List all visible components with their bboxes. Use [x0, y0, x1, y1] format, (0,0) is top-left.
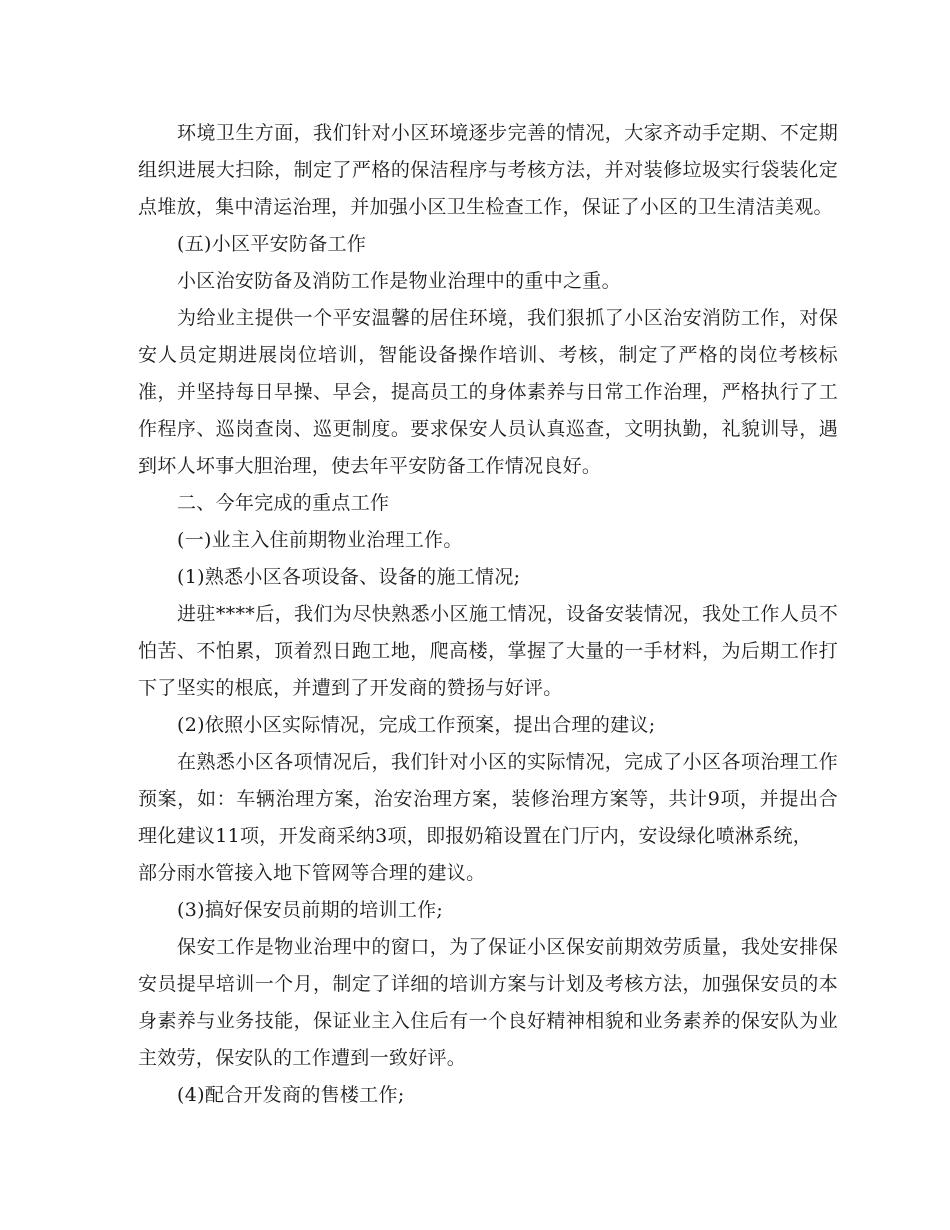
paragraph-safety-intro: 小区治安防备及消防工作是物业治理中的重中之重。	[177, 270, 621, 292]
section-heading-safety: (五)小区平安防备工作	[177, 233, 367, 255]
subsection-heading-pre-occupancy: (一)业主入住前期物业治理工作。	[177, 529, 463, 551]
paragraph-sanitation: 环境卫生方面，我们针对小区环境逐步完善的情况，大家齐动手定期、不定期组织进展大扫除，制定了严格的保洁程序与考核方法，并对装修垃圾实行袋装化定点堆放，集中清运治理，并加强小区卫生检查工作，保证了小区的卫生清洁美观。	[138, 122, 838, 218]
paragraph-item-2: 在熟悉小区各项情况后，我们针对小区的实际情况，完成了小区各项治理工作预案，如：车辆治理方案，治安治理方案，装修治理方案等，共计9项，并提出合理化建议11项，开发商采纳3项，即报奶箱设置在门厅内，安设绿化喷淋系统，	[138, 751, 838, 847]
paragraph-item-2-continued: 部分雨水管接入地下管网等合理的建议。	[138, 862, 486, 884]
item-heading-3: (3)搞好保安员前期的培训工作;	[177, 899, 444, 921]
paragraph-item-1: 进驻****后，我们为尽快熟悉小区施工情况，设备安装情况，我处工作人员不怕苦、不怕累，顶着烈日跑工地，爬高楼，掌握了大量的一手材料，为后期工作打下了坚实的根底，并遭到了开发商的赞扬与好评。	[138, 603, 838, 699]
paragraph-safety-details: 为给业主提供一个平安温馨的居住环境，我们狠抓了小区治安消防工作，对保安人员定期进展岗位培训，智能设备操作培训、考核，制定了严格的岗位考核标准，并坚持每日早操、早会，提高员工的身体素养与日常工作治理，严格执行了工作程序、巡岗查岗、巡更制度。要求保安人员认真巡查，文明执勤，礼貌训导，遇到坏人坏事大胆治理，使去年平安防备工作情况良好。	[138, 307, 838, 477]
item-heading-2: (2)依照小区实际情况，完成工作预案，提出合理的建议;	[177, 714, 656, 736]
paragraph-item-3: 保安工作是物业治理中的窗口，为了保证小区保安前期效劳质量，我处安排保安员提早培训一个月，制定了详细的培训方案与计划及考核方法，加强保安员的本身素养与业务技能，保证业主入住后有一个良好精神相貌和业务素养的保安队为业主效劳，保安队的工作遭到一致好评。	[138, 936, 838, 1069]
item-heading-4: (4)配合开发商的售楼工作;	[177, 1084, 405, 1106]
document-body	[138, 115, 838, 1114]
section-heading-key-work: 二、今年完成的重点工作	[177, 492, 390, 514]
item-heading-1: (1)熟悉小区各项设备、设备的施工情况;	[177, 566, 521, 588]
